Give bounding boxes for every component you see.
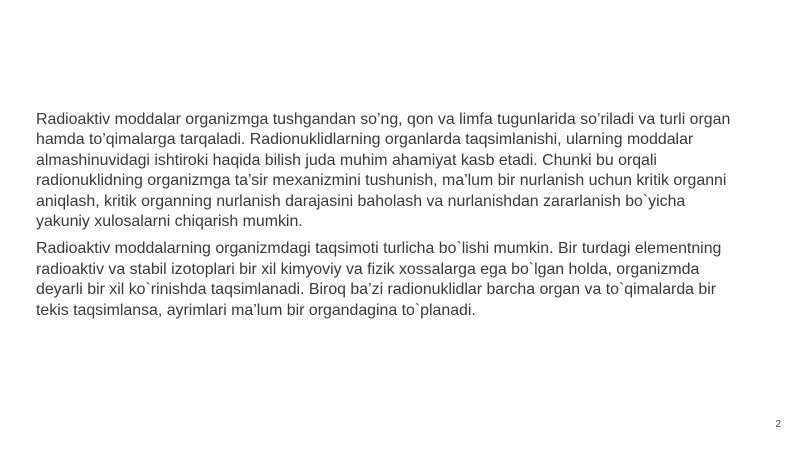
paragraph-distribution-types: Radioaktiv moddalarning organizmdagi taqsimoti turlicha bo`lishi mumkin. Bir turdagi elementning radioaktiv va stabil izotoplari bir xil kimyoviy va fizik xossalarga ega bo`lgan holda, organizmda deyarli bir xil ko`rinishda taqsimlanadi. Biroq ba’zi radionuklidlar barcha organ va to`qimalarda bir tekis taqsimlansa, ayrimlari ma’lum bir organdagina to`planadi. bbox=[36, 240, 722, 319]
paragraph-distribution-intro: Radioaktiv moddalar organizmga tushgandan so’ng, qon va limfa tugunlarida so’riladi va turli organ hamda to’qimalarga tarqaladi. Radionuklidlarning organlarda taqsimlanishi, ularning moddalar almashinuvidagi ishtiroki haqida bilish juda muhim ahamiyat kasb etadi. Chunki bu orqali radionuklidning organizmga ta’sir mexanizmini tushunish, ma’lum bir nurlanish uchun kritik organni aniqlash, kritik organning nurlanish darajasini baholash va nurlanishdan zararlanish bo`yicha yakuniy xulosalarni chiqarish mumkin. bbox=[36, 111, 731, 231]
slide-body bbox=[36, 110, 771, 328]
page-number: 2 bbox=[775, 419, 781, 430]
